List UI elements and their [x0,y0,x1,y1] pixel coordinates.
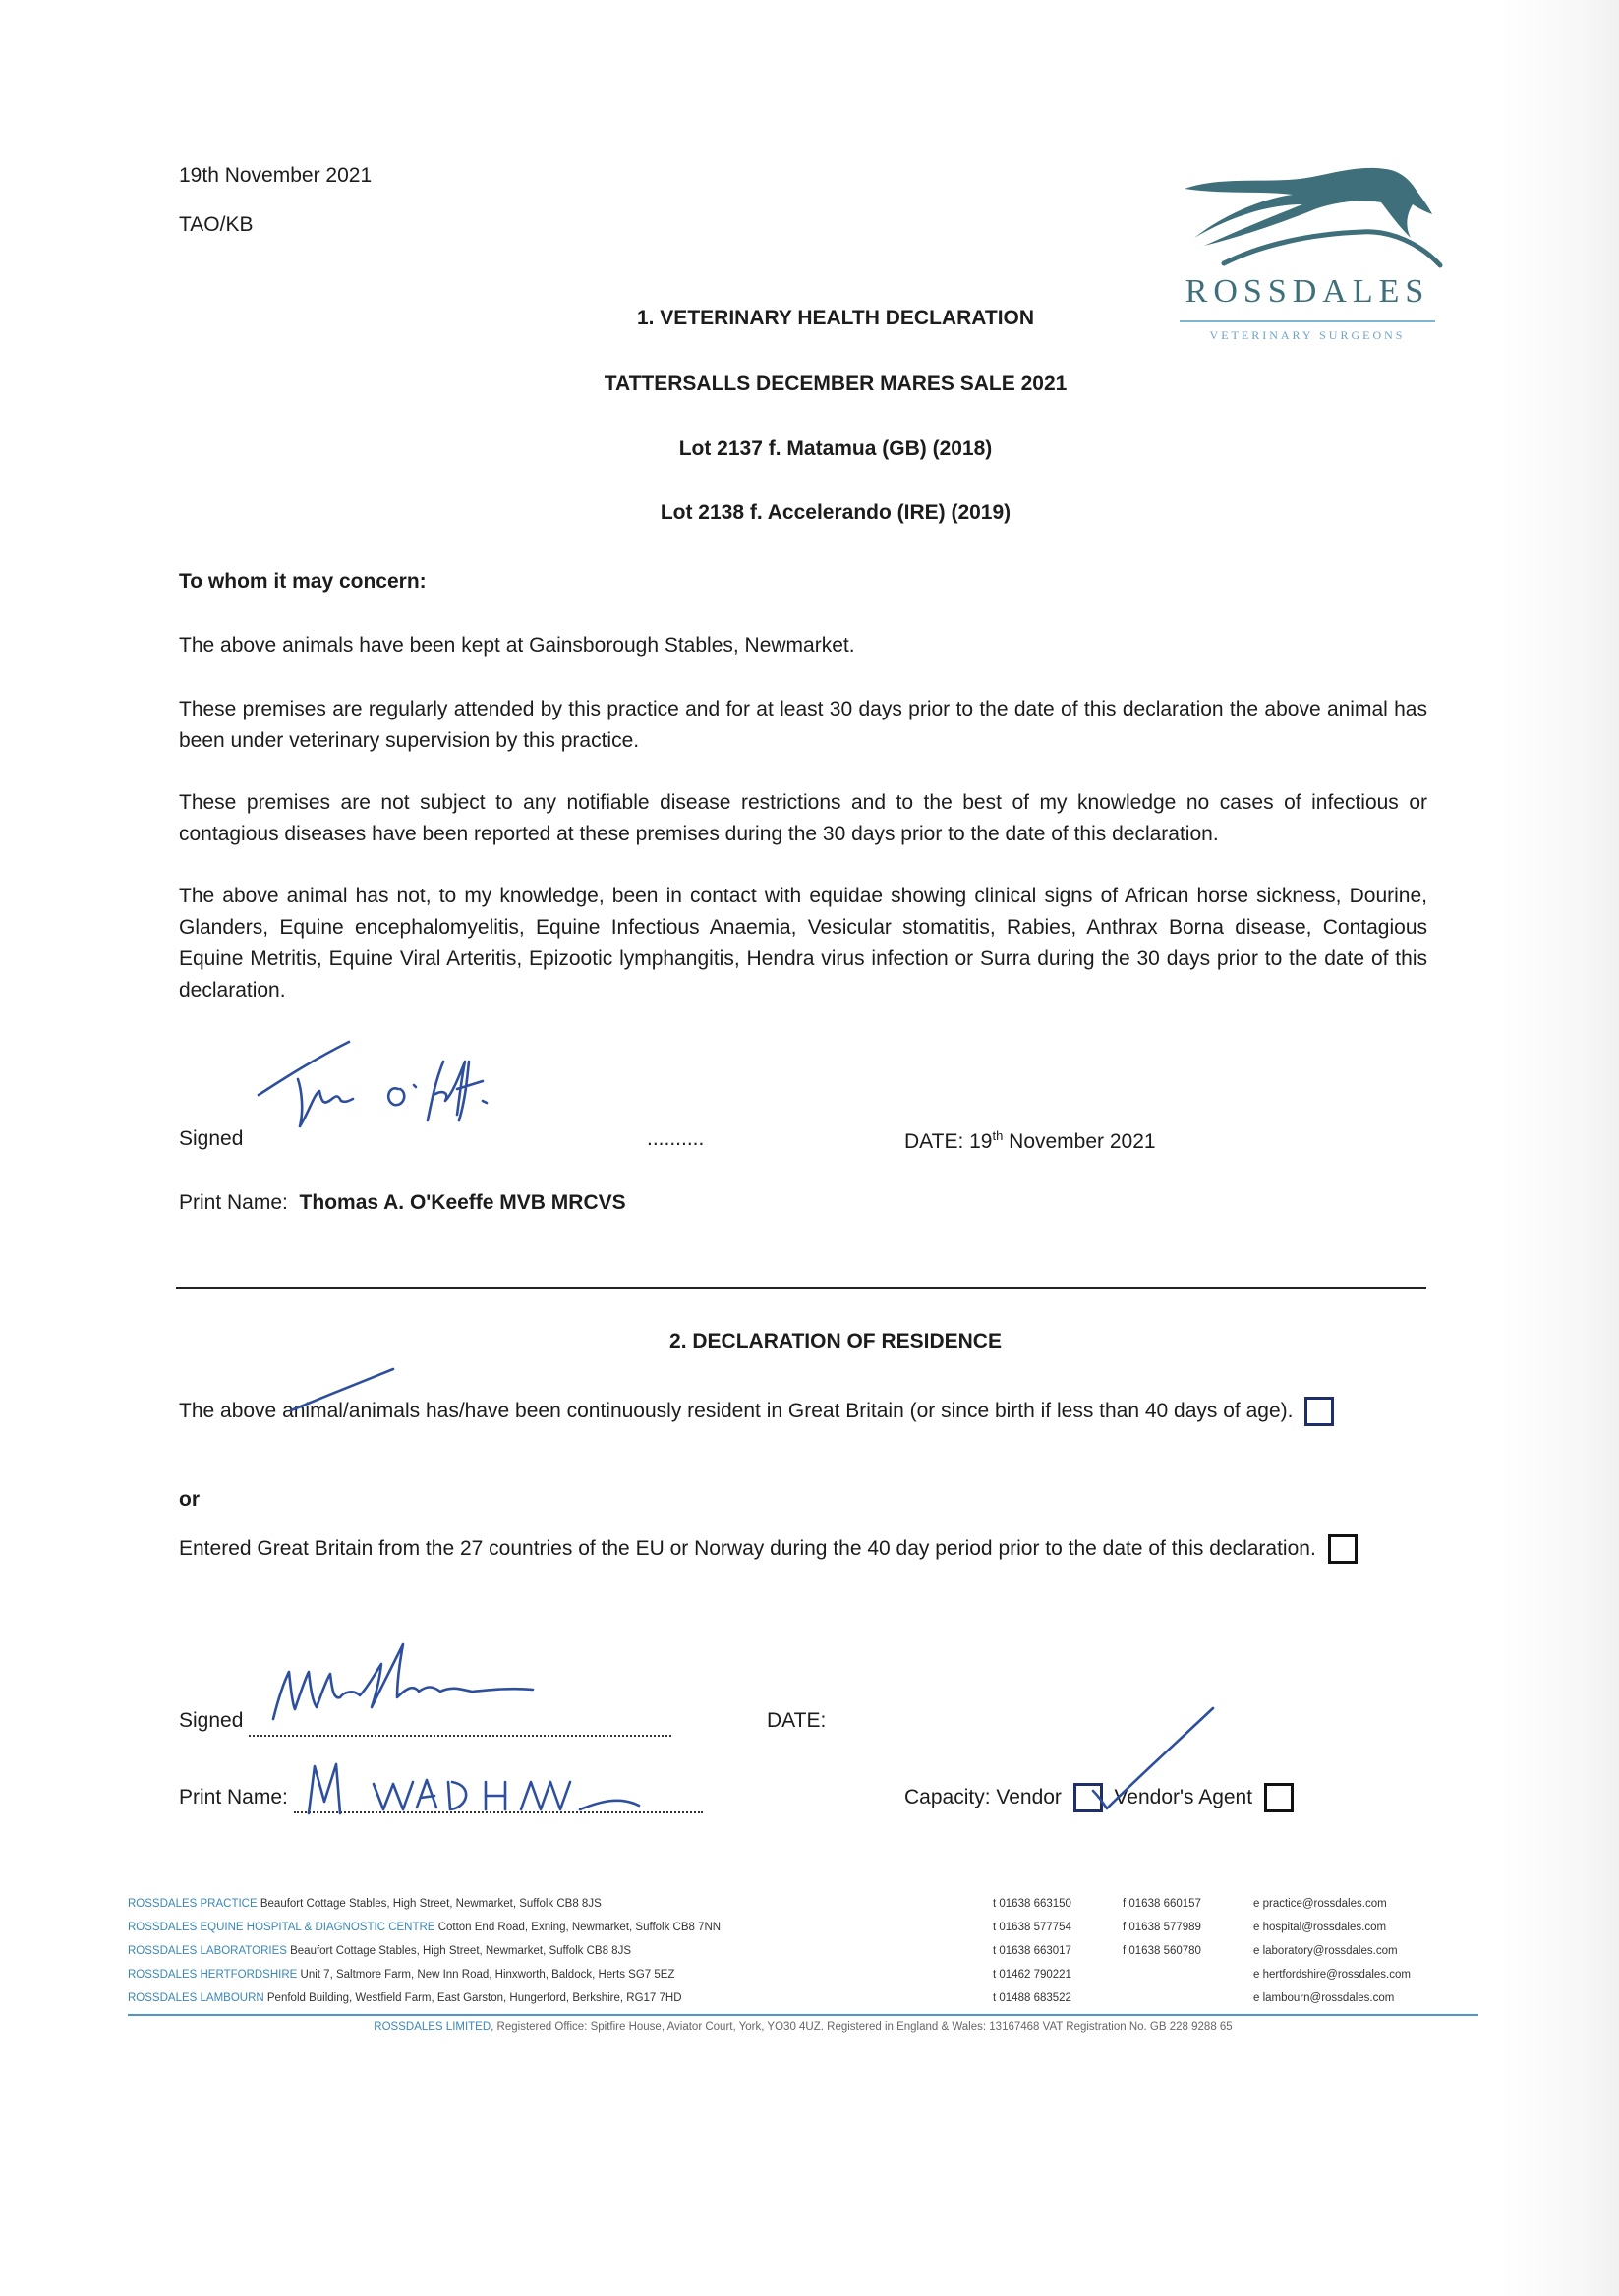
page-edge-shadow [1501,0,1619,2296]
option1-checkbox[interactable] [1304,1397,1334,1426]
section1-signed-dots: .......... [647,1127,705,1150]
registered-office: ROSSDALES LIMITED, Registered Office: Spitfire House, Aviator Court, York, YO30 4UZ. Registered in England & Wales: 13167468 VAT Registration No. GB 228 9288 65 [374,2021,1233,2033]
vendor-signature [265,1636,659,1735]
footer-row: ROSSDALES LAMBOURN Penfold Building, Westfield Farm, East Garston, Hungerford, Berkshire, RG17 7HD t 01488 683522 e lambourn@rossdales.com [128,1992,1395,2004]
footer-row: ROSSDALES PRACTICE Beaufort Cottage Stables, High Street, Newmarket, Suffolk CB8 8JS t 01638 663150 f 01638 660157 e practice@rossdales.com [128,1898,1387,1910]
sale-title: TATTERSALLS DECEMBER MARES SALE 2021 [604,373,1068,395]
section1-signed-label: Signed [179,1127,244,1150]
horse-logo-icon [1165,155,1450,273]
section2-signed-row: Signed [179,1705,671,1737]
rossdales-logo [1165,155,1450,362]
lot-line-2: Lot 2138 f. Accelerando (IRE) (2019) [660,501,1012,524]
reference-code: TAO/KB [179,213,254,236]
lot-line-1: Lot 2137 f. Matamua (GB) (2018) [678,437,993,460]
footer-row: ROSSDALES LABORATORIES Beaufort Cottage Stables, High Street, Newmarket, Suffolk CB8 8JS t 01638 663017 f 01638 560780 e laboratory@rossdales.com [128,1945,1398,1957]
capacity-row: Capacity: Vendor Vendor's Agent [904,1782,1294,1813]
residence-option-1: The above animal/animals has/have been continuously resident in Great Britain (or since birth if less than 40 days of age). [179,1389,1427,1434]
section-divider [176,1287,1426,1289]
section1-print-name: Print Name: Thomas A. O'Keeffe MVB MRCVS [179,1191,626,1214]
section2-print-row: Print Name: [179,1782,703,1813]
footer-row: ROSSDALES EQUINE HOSPITAL & DIAGNOSTIC CENTRE Cotton End Road, Exning, Newmarket, Suffolk CB8 7NN t 01638 577754 f 01638 577989 e hospital@rossdales.com [128,1922,1387,1933]
vendor-tick-mark [1079,1698,1227,1816]
option2-checkbox[interactable] [1328,1534,1358,1564]
paragraph-2: These premises are regularly attended by this practice and for at least 30 days prior to the date of this declaration the above animal has been under veterinary supervision by this practice. [179,698,1427,752]
section2-title: 2. DECLARATION OF RESIDENCE [669,1330,1002,1352]
handwritten-print-name [295,1752,688,1821]
section1-title: 1. VETERINARY HEALTH DECLARATION [636,307,1035,329]
option1-ink-marks [285,1361,413,1469]
logo-name: ROSSDALES [1185,273,1430,310]
vet-name: Thomas A. O'Keeffe MVB MRCVS [299,1191,626,1214]
section2-date-label: DATE: [767,1709,827,1732]
section1-date: DATE: 19th November 2021 [904,1128,1156,1153]
footer-offices [128,1892,1494,2010]
logo-subtitle: VETERINARY SURGEONS [1209,328,1406,342]
salutation: To whom it may concern: [179,570,427,593]
paragraph-1: The above animals have been kept at Gainsborough Stables, Newmarket. [179,634,855,657]
paragraph-4: The above animal has not, to my knowledge, been in contact with equidae showing clinical signs of African horse sickness, Dourine, Glanders, Equine encephalomyelitis, Equine Infectious Anaemia, Vesicular stomatitis, Rabies, Anthrax Borna disease, Contagious Equine Metritis, Equine Viral Arteritis, Epizootic lymphangitis, Hendra virus infection or Surra during the 30 days prior to the date of this declaration. [179,885,1427,1002]
residence-option-2: Entered Great Britain from the 27 countries of the EU or Norway during the 40 day period prior to the date of this declaration. [179,1526,1427,1572]
logo-divider [1180,320,1435,322]
vendors-agent-checkbox[interactable] [1264,1783,1294,1812]
or-label: or [179,1488,200,1511]
letter-date: 19th November 2021 [179,164,373,187]
paragraph-3: These premises are not subject to any notifiable disease restrictions and to the best of my knowledge no cases of infectious or contagious diseases have been reported at these premises during the 30 days prior to the date of this declaration. [179,791,1427,845]
vet-signature [251,1032,526,1140]
footer-row: ROSSDALES HERTFORDSHIRE Unit 7, Saltmore Farm, New Inn Road, Hinxworth, Baldock, Herts SG7 5EZ t 01462 790221 e hertfordshire@rossdales.com [128,1969,1411,1980]
